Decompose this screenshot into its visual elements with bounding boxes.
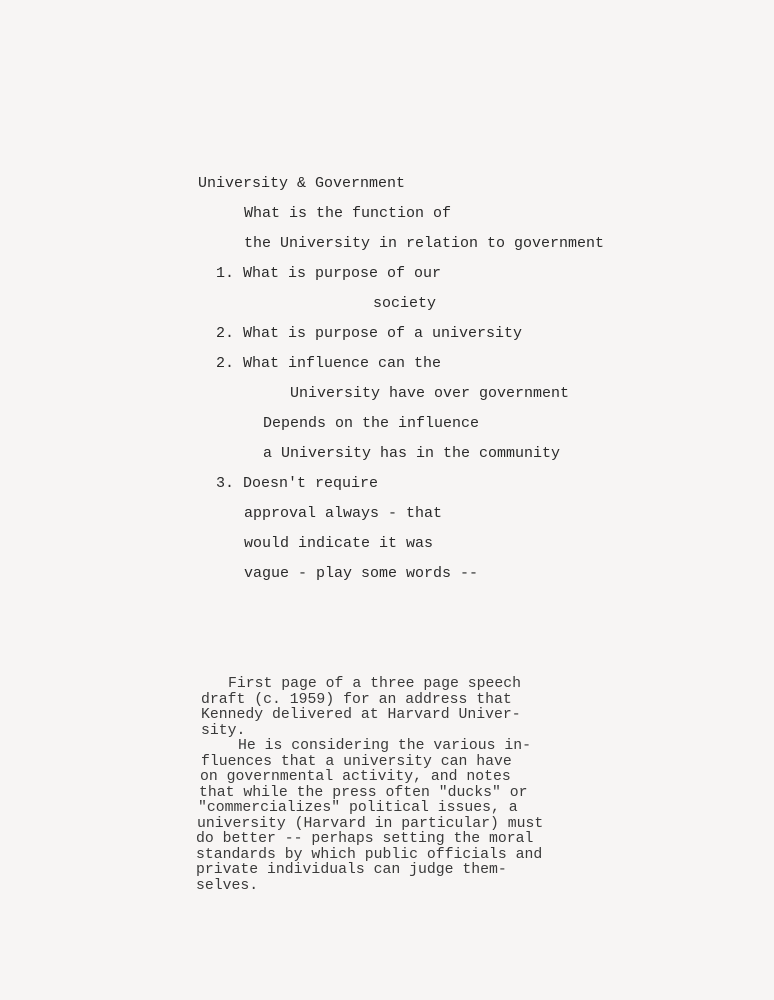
caption-line: "commercializes" political issues, a — [198, 800, 518, 816]
notes-line: a University has in the community — [263, 445, 561, 462]
caption-line: university (Harvard in particular) must — [197, 815, 544, 832]
notes-line: would indicate it was — [244, 535, 434, 552]
notes-line: What is the function of — [244, 205, 452, 222]
caption-line: selves. — [196, 877, 259, 894]
notes-line: 2. What influence can the — [216, 355, 442, 372]
notes-line: approval always - that — [244, 505, 443, 522]
notes-line: 2. What is purpose of a university — [216, 325, 523, 342]
caption-line: standards by which public officials and — [196, 846, 543, 863]
caption-line: sity. — [201, 722, 246, 739]
caption-line: that while the press often "ducks" or — [199, 784, 528, 801]
notes-title: University & Government — [198, 175, 406, 192]
caption-line: on governmental activity, and notes — [200, 769, 511, 785]
caption-line: He is considering the various in- — [238, 738, 532, 754]
notes-line: University have over government — [290, 385, 570, 402]
caption-line: do better -- perhaps setting the moral — [196, 831, 534, 847]
caption-line: Kennedy delivered at Harvard Univer- — [201, 707, 521, 723]
caption-line: fluences that a university can have — [201, 753, 512, 770]
notes-line: society — [373, 295, 437, 312]
notes-line: 3. Doesn't require — [216, 475, 379, 492]
caption-line: First page of a three page speech — [228, 676, 522, 692]
notes-line: 1. What is purpose of our — [216, 265, 442, 282]
notes-line: Depends on the influence — [263, 415, 480, 432]
caption-line: draft (c. 1959) for an address that — [201, 691, 512, 708]
caption-line: private individuals can judge them- — [196, 862, 507, 878]
notes-line: the University in relation to government — [244, 235, 605, 252]
notes-line: vague - play some words -- — [244, 565, 479, 582]
